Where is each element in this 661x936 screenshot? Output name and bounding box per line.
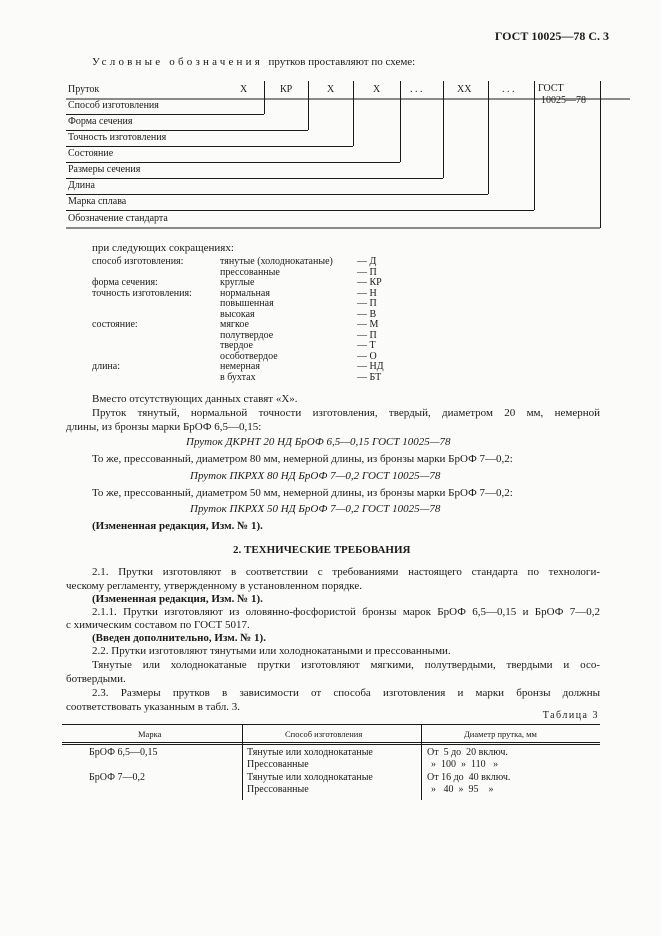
table-cell-method: Прессованные xyxy=(247,759,309,770)
paragraph-2-2-b-cont: ботвердыми. xyxy=(66,673,126,685)
paragraph-2-2-b: Тянутые или холоднокатаные прутки изготовляют мягкими, полутвердыми, твердыми и осо- xyxy=(92,659,600,671)
scheme-label: Размеры сечения xyxy=(68,164,141,175)
abbr-item: тянутые (холоднокатаные) xyxy=(220,256,333,267)
paragraph-2-2: 2.2. Прутки изготовляют тянутыми или холоднокатаными и прессованными. xyxy=(92,645,451,657)
abbr-code: — Т xyxy=(357,340,376,351)
abbr-code: — О xyxy=(357,350,377,362)
abbr-item: мягкое xyxy=(220,319,249,330)
paragraph-example-1-cont: длины, из бронзы марки БрОФ 6,5—0,15: xyxy=(66,421,262,433)
amendment-note: (Измененная редакция, Изм. № 1). xyxy=(92,520,263,532)
scheme-code-method: Х xyxy=(240,84,248,95)
table-cell-diameter: » 100 » 110 » xyxy=(431,759,499,770)
paragraph-example-3: То же, прессованный, диаметром 50 мм, немерной длины, из бронзы марки БрОФ 7—0,2: xyxy=(92,487,513,499)
abbr-item: повышенная xyxy=(220,298,274,309)
scheme-code-state: Х xyxy=(373,84,381,95)
abbr-item: нормальная xyxy=(220,287,270,299)
abbr-code: — П xyxy=(357,329,377,341)
abbr-code: — М xyxy=(357,319,379,330)
abbr-category: способ изготовления: xyxy=(92,256,184,267)
table-cell-diameter: » 40 » 95 » xyxy=(431,784,494,795)
abbr-item: полутвердое xyxy=(220,329,274,341)
table-cell-diameter: От 5 до 20 включ. xyxy=(427,747,508,758)
scheme-gost: ГОСТ xyxy=(538,83,564,94)
scheme-code-accuracy: Х xyxy=(327,84,335,95)
abbr-item: немерная xyxy=(220,361,260,372)
abbr-code: — Д xyxy=(357,256,377,267)
scheme-gost-number: 10025—78 xyxy=(541,95,586,106)
example-designation-2: Пруток ПКРХХ 80 НД БрОФ 7—0,2 ГОСТ 10025—78 xyxy=(190,470,441,482)
amendment-note: (Введен дополнительно, Изм. № 1). xyxy=(92,632,266,644)
table-header: Диаметр прутка, мм xyxy=(464,729,537,739)
abbr-category: точность изготовления: xyxy=(92,287,192,299)
scheme-label: Точность изготовления xyxy=(68,132,167,143)
abbr-item: круглые xyxy=(220,277,255,288)
abbr-item: твердое xyxy=(220,340,253,351)
scheme-intro-rest: прутков проставляют по схеме: xyxy=(268,56,416,68)
abbr-category: состояние: xyxy=(92,319,138,330)
abbr-code: — В xyxy=(357,308,377,320)
paragraph-2-1-cont: ческому регламенту, утвержденному в установленном порядке. xyxy=(66,580,363,592)
paragraph-example-1: Пруток тянутый, нормальной точности изготовления, твердый, диаметром 20 мм, немерной xyxy=(92,407,600,419)
abbr-code: — Н xyxy=(357,287,377,299)
abbr-code: — П xyxy=(357,298,377,309)
table-caption: Таблица 3 xyxy=(542,710,599,721)
table-cell-method: Тянутые или холоднокатаные xyxy=(247,772,373,783)
abbr-code: — П xyxy=(357,266,377,278)
paragraph-2-1: 2.1. Прутки изготовляют в соответствии с требованиями настоящего стандарта по технологи- xyxy=(92,566,600,578)
section-title: 2. ТЕХНИЧЕСКИЕ ТРЕБОВАНИЯ xyxy=(233,544,411,556)
table-header: Марка xyxy=(138,729,162,739)
scheme-label: Форма сечения xyxy=(68,116,133,127)
paragraph-example-2: То же, прессованный, диаметром 80 мм, немерной длины, из бронзы марки БрОФ 7—0,2: xyxy=(92,453,513,465)
scheme-label: Длина xyxy=(68,180,95,191)
example-designation-1: Пруток ДКРНТ 20 НД БрОФ 6,5—0,15 ГОСТ 10025—78 xyxy=(186,436,451,448)
abbr-category: длина: xyxy=(92,361,120,372)
table-header: Способ изготовления xyxy=(285,729,363,739)
paragraph-2-1-1: 2.1.1. Прутки изготовляют из оловянно-фосфористой бронзы марок БрОФ 6,5—0,15 и БрОФ 7—0,2 xyxy=(92,606,600,618)
abbr-item: высокая xyxy=(220,308,255,320)
paragraph-missing-data: Вместо отсутствующих данных ставят «Х». xyxy=(92,393,298,405)
scheme-code-shape: КР xyxy=(280,84,293,95)
example-designation-3: Пруток ПКРХХ 50 НД БрОФ 7—0,2 ГОСТ 10025—78 xyxy=(190,503,441,515)
table-cell-method: Прессованные xyxy=(247,784,309,795)
abbr-item: в бухтах xyxy=(220,371,256,383)
scheme-label: Состояние xyxy=(68,148,114,159)
scheme-label: Марка сплава xyxy=(68,196,127,207)
paragraph-2-3: 2.3. Размеры прутков в зависимости от способа изготовления и марки бронзы должны xyxy=(92,687,600,699)
abbr-code: — БТ xyxy=(357,371,382,383)
abbr-code: — КР xyxy=(357,277,382,288)
running-head: ГОСТ 10025—78 С. 3 xyxy=(494,29,609,43)
amendment-note: (Измененная редакция, Изм. № 1). xyxy=(92,593,263,605)
scheme-label: Обозначение стандарта xyxy=(68,213,168,224)
scheme-code-size: . . . xyxy=(410,84,423,95)
abbr-category: форма сечения: xyxy=(92,277,158,288)
scheme-product: Пруток xyxy=(68,84,100,95)
abbr-code: — НД xyxy=(357,361,384,372)
table-cell-method: Тянутые или холоднокатаные xyxy=(247,747,373,758)
table-cell-grade: БрОФ 6,5—0,15 xyxy=(89,747,158,758)
scheme-intro-spaced: Условные обозначения xyxy=(92,56,263,68)
table-cell-grade: БрОФ 7—0,2 xyxy=(89,772,145,783)
paragraph-2-3-cont: соответствовать указанным в табл. 3. xyxy=(66,701,241,713)
scheme-code-alloy: . . . xyxy=(502,84,515,95)
scheme-code-length: ХХ xyxy=(457,84,472,95)
scheme-label: Способ изготовления xyxy=(68,100,159,111)
abbreviations-title: при следующих сокращениях: xyxy=(92,242,234,254)
abbr-item: прессованные xyxy=(220,266,280,278)
table-cell-diameter: От 16 до 40 включ. xyxy=(427,772,511,783)
abbr-item: особотвердое xyxy=(220,350,278,362)
paragraph-2-1-1-cont: с химическим составом по ГОСТ 5017. xyxy=(66,619,250,631)
